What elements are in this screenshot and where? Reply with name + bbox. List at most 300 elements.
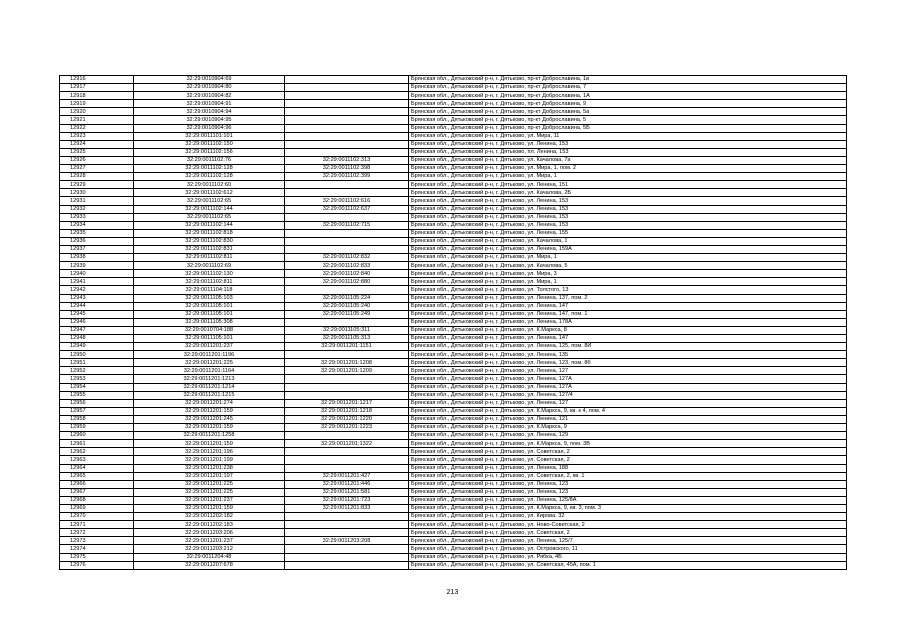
table-row [60,553,847,561]
parent-cadastral-number-cell [285,124,409,132]
table-row [60,545,847,553]
parent-cadastral-number-cell: 32:29:0011105:313 [285,335,409,343]
address-cell: Брянская обл., Дятьковский р-н, г. Дятьково, ул. Ленина, 153 [409,205,847,213]
address-cell: Брянская обл., Дятьковский р-н, г. Дятьково, ул. Качалова, 7а [409,156,847,164]
cadastral-number-cell: 32:29:0011102:811 [134,278,285,286]
table-row [60,367,847,375]
address-cell: Брянская обл., Дятьковский р-н, г. Дятьково, ул. Ленина, 137, пом. 2 [409,294,847,302]
parent-cadastral-number-cell [285,561,409,569]
table-row [60,383,847,391]
table-row [60,326,847,334]
parent-cadastral-number-cell: 32:29:0011201:1209 [285,367,409,375]
row-number-cell: 12916 [60,76,134,84]
parent-cadastral-number-cell [285,375,409,383]
registry-table-body [60,76,847,570]
table-row [60,76,847,84]
row-number-cell: 12930 [60,189,134,197]
address-cell: Брянская обл., Дятьковский р-н, г. Дятьково, ул. Ленина, 151 [409,181,847,189]
address-cell: Брянская обл., Дятьковский р-н, г. Дятьково, ул. Качалова, 5 [409,262,847,270]
table-row [60,302,847,310]
cadastral-number-cell: 32:29:0011102:65 [134,213,285,221]
parent-cadastral-number-cell [285,351,409,359]
row-number-cell: 12929 [60,181,134,189]
parent-cadastral-number-cell: 32:29:0011201:581 [285,488,409,496]
cadastral-number-cell: 32:29:0011105:103 [134,294,285,302]
address-cell: Брянская обл., Дятьковский р-н, г. Дятьково, ул. Мира, 1 [409,254,847,262]
address-cell: Брянская обл., Дятьковский р-н, г. Дятьково, пр-кт Доброславина, 5Б [409,124,847,132]
row-number-cell: 12919 [60,100,134,108]
address-cell: Брянская обл., Дятьковский р-н, г. Дятьково, ул. Ново-Советская, 2 [409,521,847,529]
cadastral-number-cell: 32:29:0011201:237 [134,537,285,545]
cadastral-number-cell: 32:29:0011201:238 [134,464,285,472]
parent-cadastral-number-cell: 32:29:0011201:723 [285,496,409,504]
cadastral-number-cell: 32:29:0011102:831 [134,245,285,253]
table-row [60,221,847,229]
parent-cadastral-number-cell [285,181,409,189]
table-row [60,343,847,351]
cadastral-number-cell: 32:29:0011201:159 [134,407,285,415]
parent-cadastral-number-cell [285,245,409,253]
address-cell: Брянская обл., Дятьковский р-н, г. Дятьково, ул. Ленина, 127А [409,375,847,383]
address-cell: Брянская обл., Дятьковский р-н, г. Дятьково, ул. Ленина, 147 [409,335,847,343]
cadastral-number-cell: 32:29:0011102:60 [134,181,285,189]
parent-cadastral-number-cell: 32:29:0011105:311 [285,326,409,334]
address-cell: Брянская обл., Дятьковский р-н, г. Дятьково, ул. К.Маркса, 9 [409,424,847,432]
table-row [60,156,847,164]
row-number-cell: 12942 [60,286,134,294]
parent-cadastral-number-cell [285,318,409,326]
address-cell: Брянская обл., Дятьковский р-н, г. Дятьково, ул. Мира, 11 [409,132,847,140]
cadastral-number-cell: 32:29:0010904:82 [134,92,285,100]
cadastral-number-cell: 32:29:0011102:144 [134,205,285,213]
table-row [60,108,847,116]
parent-cadastral-number-cell [285,132,409,140]
cadastral-number-cell: 32:29:0011101:101 [134,132,285,140]
address-cell: Брянская обл., Дятьковский р-н, г. Дятьково, ул. Советская, 2, кв. 1 [409,472,847,480]
address-cell: Брянская обл., Дятьковский р-н, г. Дятьково, ул. Ленина, 153 [409,221,847,229]
address-cell: Брянская обл., Дятьковский р-н, г. Дятьково, пр-кт Доброславина, 5а [409,108,847,116]
cadastral-number-cell: 32:29:0011201:225 [134,359,285,367]
table-row [60,391,847,399]
cadastral-number-cell: 32:29:0011203:212 [134,545,285,553]
table-row [60,496,847,504]
parent-cadastral-number-cell: 32:29:0011201:1217 [285,399,409,407]
address-cell: Брянская обл., Дятьковский р-н, г. Дятьково, ул. Советская, 45А, пом. 1 [409,561,847,569]
row-number-cell: 12934 [60,221,134,229]
address-cell: Брянская обл., Дятьковский р-н, г. Дятьково, ул. Толстого, 13 [409,286,847,294]
table-row [60,205,847,213]
row-number-cell: 12967 [60,488,134,496]
table-row [60,116,847,124]
row-number-cell: 12918 [60,92,134,100]
table-row [60,245,847,253]
parent-cadastral-number-cell: 32:29:0011102:637 [285,205,409,213]
parent-cadastral-number-cell: 32:29:0011105:224 [285,294,409,302]
address-cell: Брянская обл., Дятьковский р-н, г. Дятьково, ул. К.Маркса, 9, кв. к 4, пом. 4 [409,407,847,415]
table-row [60,351,847,359]
page-number: 213 [446,589,459,596]
table-row [60,132,847,140]
row-number-cell: 12972 [60,529,134,537]
cadastral-number-cell: 32:29:0011201:225 [134,480,285,488]
row-number-cell: 12962 [60,448,134,456]
table-row [60,310,847,318]
table-row [60,173,847,181]
address-cell: Брянская обл., Дятьковский р-н, г. Дятьково, ул. Качалова, 1 [409,237,847,245]
address-cell: Брянская обл., Дятьковский р-н, г. Дятьково, ул. Ленина, 147 [409,302,847,310]
table-row [60,318,847,326]
parent-cadastral-number-cell: 32:29:0011102:399 [285,173,409,181]
table-row [60,415,847,423]
table-row [60,513,847,521]
address-cell: Брянская обл., Дятьковский р-н, г. Дятьково, ул. Ленина, 135 [409,351,847,359]
address-cell: Брянская обл., Дятьковский р-н, г. Дятьково, ул. Ленина, 127 [409,399,847,407]
table-row [60,294,847,302]
cadastral-number-cell: 32:29:0011102:76 [134,156,285,164]
parent-cadastral-number-cell [285,140,409,148]
cadastral-number-cell: 32:29:0011102:69 [134,262,285,270]
parent-cadastral-number-cell: 32:29:0011102:880 [285,278,409,286]
row-number-cell: 12950 [60,351,134,359]
table-row [60,278,847,286]
parent-cadastral-number-cell [285,213,409,221]
table-row [60,537,847,545]
parent-cadastral-number-cell: 32:29:0011105:240 [285,302,409,310]
parent-cadastral-number-cell [285,391,409,399]
row-number-cell: 12927 [60,165,134,173]
address-cell: Брянская обл., Дятьковский р-н, г. Дятьково, ул. Ленина, 123 [409,488,847,496]
address-cell: Брянская обл., Дятьковский р-н, г. Дятьково, пр-кт Доброславина, 1А [409,92,847,100]
address-cell: Брянская обл., Дятьковский р-н, г. Дятьково, ул. Ленина, 155 [409,229,847,237]
cadastral-number-cell: 32:29:0011102:65 [134,197,285,205]
row-number-cell: 12975 [60,553,134,561]
table-row [60,529,847,537]
row-number-cell: 12937 [60,245,134,253]
cadastral-number-cell: 32:29:0011201:159 [134,440,285,448]
row-number-cell: 12971 [60,521,134,529]
row-number-cell: 12963 [60,456,134,464]
address-cell: Брянская обл., Дятьковский р-н, г. Дятьково, пр-кт Доброславина, 5 [409,116,847,124]
row-number-cell: 12946 [60,318,134,326]
table-row [60,165,847,173]
table-row [60,504,847,512]
parent-cadastral-number-cell: 32:29:0011201:446 [285,480,409,488]
row-number-cell: 12956 [60,399,134,407]
address-cell: Брянская обл., Дятьковский р-н, г. Дятьково, ул. Ленина, 123 [409,480,847,488]
row-number-cell: 12922 [60,124,134,132]
cadastral-number-cell: 32:29:0011102:156 [134,148,285,156]
cadastral-number-cell: 32:29:0011201:197 [134,472,285,480]
row-number-cell: 12941 [60,278,134,286]
row-number-cell: 12917 [60,84,134,92]
parent-cadastral-number-cell: 32:29:0011201:1151 [285,343,409,351]
table-row [60,335,847,343]
row-number-cell: 12935 [60,229,134,237]
row-number-cell: 12948 [60,335,134,343]
parent-cadastral-number-cell [285,464,409,472]
row-number-cell: 12965 [60,472,134,480]
cadastral-number-cell: 32:29:0011102:130 [134,270,285,278]
cadastral-number-cell: 32:29:0011102:818 [134,229,285,237]
address-cell: Брянская обл., Дятьковский р-н, г. Дятьково, ул. Ленина, 127А [409,383,847,391]
cadastral-number-cell: 32:29:0010904:96 [134,124,285,132]
row-number-cell: 12947 [60,326,134,334]
table-row [60,464,847,472]
address-cell: Брянская обл., Дятьковский р-н, г. Дятьково, ул. Ленина, 129 [409,432,847,440]
parent-cadastral-number-cell [285,432,409,440]
parent-cadastral-number-cell [285,84,409,92]
parent-cadastral-number-cell: 32:29:0011102:715 [285,221,409,229]
row-number-cell: 12951 [60,359,134,367]
row-number-cell: 12958 [60,415,134,423]
table-row [60,270,847,278]
row-number-cell: 12944 [60,302,134,310]
address-cell: Брянская обл., Дятьковский р-н, г. Дятьково, ул. Ленина, 125/8А [409,496,847,504]
cadastral-number-cell: 32:29:0011102:612 [134,189,285,197]
address-cell: Брянская обл., Дятьковский р-н, г. Дятьково, ул. Ленина, 147, пом. 1 [409,310,847,318]
address-cell: Брянская обл., Дятьковский р-н, г. Дятьково, ул. К.Маркса, 9, пом. 3В [409,440,847,448]
table-row [60,480,847,488]
address-cell: Брянская обл., Дятьковский р-н, г. Дятьково, ул. Ленина, 159А [409,245,847,253]
address-cell: Брянская обл., Дятьковский р-н, г. Дятьково, ул. Мира, 3 [409,270,847,278]
cadastral-number-cell: 32:29:0011104:118 [134,286,285,294]
row-number-cell: 12920 [60,108,134,116]
address-cell: Брянская обл., Дятьковский р-н, г. Дятьково, ул. Ленина, 121 [409,415,847,423]
row-number-cell: 12949 [60,343,134,351]
address-cell: Брянская обл., Дятьковский р-н, г. Дятьково, пр-кт Доброславина, 7 [409,84,847,92]
cadastral-number-cell: 32:29:0011201:1164 [134,367,285,375]
parent-cadastral-number-cell: 32:29:0011201:427 [285,472,409,480]
table-row [60,148,847,156]
cadastral-number-cell: 32:29:0011102:128 [134,165,285,173]
table-row [60,181,847,189]
cadastral-number-cell: 32:29:0010704:188 [134,326,285,334]
parent-cadastral-number-cell: 32:29:0011201:1220 [285,415,409,423]
parent-cadastral-number-cell [285,100,409,108]
row-number-cell: 12925 [60,148,134,156]
table-row [60,521,847,529]
address-cell: Брянская обл., Дятьковский р-н, г. Дятьково, ул. Советская, 2 [409,456,847,464]
row-number-cell: 12939 [60,262,134,270]
table-row [60,100,847,108]
table-row [60,472,847,480]
parent-cadastral-number-cell: 32:29:0011203:208 [285,537,409,545]
row-number-cell: 12928 [60,173,134,181]
cadastral-number-cell: 32:29:0011102:150 [134,140,285,148]
cadastral-number-cell: 32:29:0011202:183 [134,521,285,529]
address-cell: Брянская обл., Дятьковский р-н, г. Дятьково, ул. Ленина, 178А [409,318,847,326]
row-number-cell: 12940 [60,270,134,278]
parent-cadastral-number-cell [285,189,409,197]
table-row [60,262,847,270]
table-row [60,399,847,407]
table-row [60,424,847,432]
parent-cadastral-number-cell [285,553,409,561]
cadastral-number-cell: 32:29:0011201:1213 [134,375,285,383]
parent-cadastral-number-cell: 32:29:0011201:1223 [285,424,409,432]
table-row [60,456,847,464]
parent-cadastral-number-cell: 32:29:0011102:313 [285,156,409,164]
address-cell: Брянская обл., Дятьковский р-н, г. Дятьково, пр-кт Доброславина, 9 [409,100,847,108]
row-number-cell: 12953 [60,375,134,383]
cadastral-number-cell: 32:29:0011207:678 [134,561,285,569]
parent-cadastral-number-cell: 32:29:0011201:1322 [285,440,409,448]
row-number-cell: 12955 [60,391,134,399]
parent-cadastral-number-cell [285,108,409,116]
row-number-cell: 12970 [60,513,134,521]
table-row [60,213,847,221]
parent-cadastral-number-cell [285,229,409,237]
cadastral-number-cell: 32:29:0010904:80 [134,84,285,92]
cadastral-number-cell: 32:29:0011201:1196 [134,351,285,359]
cadastral-number-cell: 32:29:0011201:159 [134,424,285,432]
parent-cadastral-number-cell [285,529,409,537]
registry-table [59,75,847,570]
cadastral-number-cell: 32:29:0010904:94 [134,108,285,116]
table-row [60,197,847,205]
row-number-cell: 12964 [60,464,134,472]
row-number-cell: 12932 [60,205,134,213]
parent-cadastral-number-cell: 32:29:0011102:840 [285,270,409,278]
cadastral-number-cell: 32:29:0011105:101 [134,310,285,318]
cadastral-number-cell: 32:29:0011201:274 [134,399,285,407]
parent-cadastral-number-cell: 32:29:0011102:398 [285,165,409,173]
row-number-cell: 12960 [60,432,134,440]
parent-cadastral-number-cell: 32:29:0011102:833 [285,262,409,270]
cadastral-number-cell: 32:29:0010904:69 [134,76,285,84]
cadastral-number-cell: 32:29:0010904:91 [134,100,285,108]
row-number-cell: 12976 [60,561,134,569]
cadastral-number-cell: 32:29:0011201:196 [134,448,285,456]
table-row [60,448,847,456]
parent-cadastral-number-cell: 32:29:0011201:1208 [285,359,409,367]
table-row [60,84,847,92]
cadastral-number-cell: 32:29:0011201:1258 [134,432,285,440]
cadastral-number-cell: 32:29:0011202:182 [134,513,285,521]
table-row [60,189,847,197]
cadastral-number-cell: 32:29:0010904:95 [134,116,285,124]
address-cell: Брянская обл., Дятьковский р-н, г. Дятьково, ул. Ленина, 127 [409,367,847,375]
row-number-cell: 12936 [60,237,134,245]
address-cell: Брянская обл., Дятьковский р-н, г. Дятьково, ул. Ленина, 123, пом. 8б [409,359,847,367]
address-cell: Брянская обл., Дятьковский р-н, г. Дятьково, ул. К.Маркса, 9, кв. 3, пом. 3 [409,504,847,512]
row-number-cell: 12969 [60,504,134,512]
parent-cadastral-number-cell: 32:29:0011102:616 [285,197,409,205]
cadastral-number-cell: 32:29:0011201:1215 [134,391,285,399]
parent-cadastral-number-cell [285,237,409,245]
address-cell: Брянская обл., Дятьковский р-н, г. Дятьково, ул. Рябка, 4Б [409,553,847,561]
table-row [60,375,847,383]
table-row [60,286,847,294]
address-cell: Брянская обл., Дятьковский р-н, г. Дятьково, ул. Ленина, 153 [409,213,847,221]
table-row [60,359,847,367]
table-row [60,440,847,448]
address-cell: Брянская обл., Дятьковский р-н, г. Дятьково, ул. Советская, 2 [409,448,847,456]
address-cell: Брянская обл., Дятьковский р-н, г. Дятьково, ул. Ленина, 153 [409,140,847,148]
address-cell: Брянская обл., Дятьковский р-н, г. Дятьково, ул. Ленина, 125, пом. 8И [409,343,847,351]
parent-cadastral-number-cell [285,92,409,100]
cadastral-number-cell: 32:29:0011204:48 [134,553,285,561]
row-number-cell: 12923 [60,132,134,140]
cadastral-number-cell: 32:29:0011201:237 [134,343,285,351]
address-cell: Брянская обл., Дятьковский р-н, г. Дятьково, ул. Ленина, 127/4 [409,391,847,399]
row-number-cell: 12957 [60,407,134,415]
table-row [60,561,847,569]
parent-cadastral-number-cell [285,521,409,529]
row-number-cell: 12933 [60,213,134,221]
cadastral-number-cell: 32:29:0011201:245 [134,415,285,423]
row-number-cell: 12938 [60,254,134,262]
cadastral-number-cell: 32:29:0011105:101 [134,302,285,310]
row-number-cell: 12952 [60,367,134,375]
parent-cadastral-number-cell [285,545,409,553]
address-cell: Брянская обл., Дятьковский р-н, г. Дятьково, ул. Мира, 1 [409,278,847,286]
address-cell: Брянская обл., Дятьковский р-н, г. Дятьково, ул. Мира, 1 [409,173,847,181]
address-cell: Брянская обл., Дятьковский р-н, г. Дятьково, ул. Советская, 2 [409,529,847,537]
table-row [60,229,847,237]
parent-cadastral-number-cell [285,76,409,84]
row-number-cell: 12966 [60,480,134,488]
cadastral-number-cell: 32:29:0011102:144 [134,221,285,229]
parent-cadastral-number-cell [285,513,409,521]
table-row [60,124,847,132]
cadastral-number-cell: 32:29:0011201:237 [134,496,285,504]
cadastral-number-cell: 32:29:0011102:811 [134,254,285,262]
parent-cadastral-number-cell: 32:29:0011201:1218 [285,407,409,415]
row-number-cell: 12943 [60,294,134,302]
cadastral-number-cell: 32:29:0011201:1214 [134,383,285,391]
row-number-cell: 12926 [60,156,134,164]
table-row [60,407,847,415]
cadastral-number-cell: 32:29:0011105:101 [134,335,285,343]
table-row [60,254,847,262]
row-number-cell: 12945 [60,310,134,318]
row-number-cell: 12961 [60,440,134,448]
address-cell: Брянская обл., Дятьковский р-н, г. Дятьково, ул. Ленина, 125/7 [409,537,847,545]
address-cell: Брянская обл., Дятьковский р-н, г. Дятьково, ул. Ленина, 188 [409,464,847,472]
row-number-cell: 12973 [60,537,134,545]
parent-cadastral-number-cell [285,456,409,464]
address-cell: Брянская обл., Дятьковский р-н, г. Дятьково, пл. Ленина, 153 [409,148,847,156]
table-row [60,432,847,440]
parent-cadastral-number-cell [285,448,409,456]
parent-cadastral-number-cell: 32:29:0011102:832 [285,254,409,262]
parent-cadastral-number-cell [285,116,409,124]
row-number-cell: 12954 [60,383,134,391]
row-number-cell: 12924 [60,140,134,148]
table-row [60,488,847,496]
row-number-cell: 12921 [60,116,134,124]
cadastral-number-cell: 32:29:0011102:830 [134,237,285,245]
cadastral-number-cell: 32:29:0011201:225 [134,488,285,496]
row-number-cell: 12931 [60,197,134,205]
address-cell: Брянская обл., Дятьковский р-н, г. Дятьково, ул. Ленина, 153 [409,197,847,205]
address-cell: Брянская обл., Дятьковский р-н, г. Дятьково, ул. К.Маркса, 8 [409,326,847,334]
cadastral-number-cell: 32:29:0011105:308 [134,318,285,326]
cadastral-number-cell: 32:29:0011201:199 [134,456,285,464]
address-cell: Брянская обл., Дятьковский р-н, г. Дятьково, ул. Качалова, 2Б [409,189,847,197]
table-row [60,140,847,148]
address-cell: Брянская обл., Дятьковский р-н, г. Дятьково, пр-кт Доброславина, 1в [409,76,847,84]
table-row [60,92,847,100]
cadastral-number-cell: 32:29:0011201:159 [134,504,285,512]
parent-cadastral-number-cell [285,383,409,391]
parent-cadastral-number-cell: 32:29:0011201:833 [285,504,409,512]
row-number-cell: 12974 [60,545,134,553]
address-cell: Брянская обл., Дятьковский р-н, г. Дятьково, ул. Мира, 1, пом. 2 [409,165,847,173]
row-number-cell: 12959 [60,424,134,432]
row-number-cell: 12968 [60,496,134,504]
